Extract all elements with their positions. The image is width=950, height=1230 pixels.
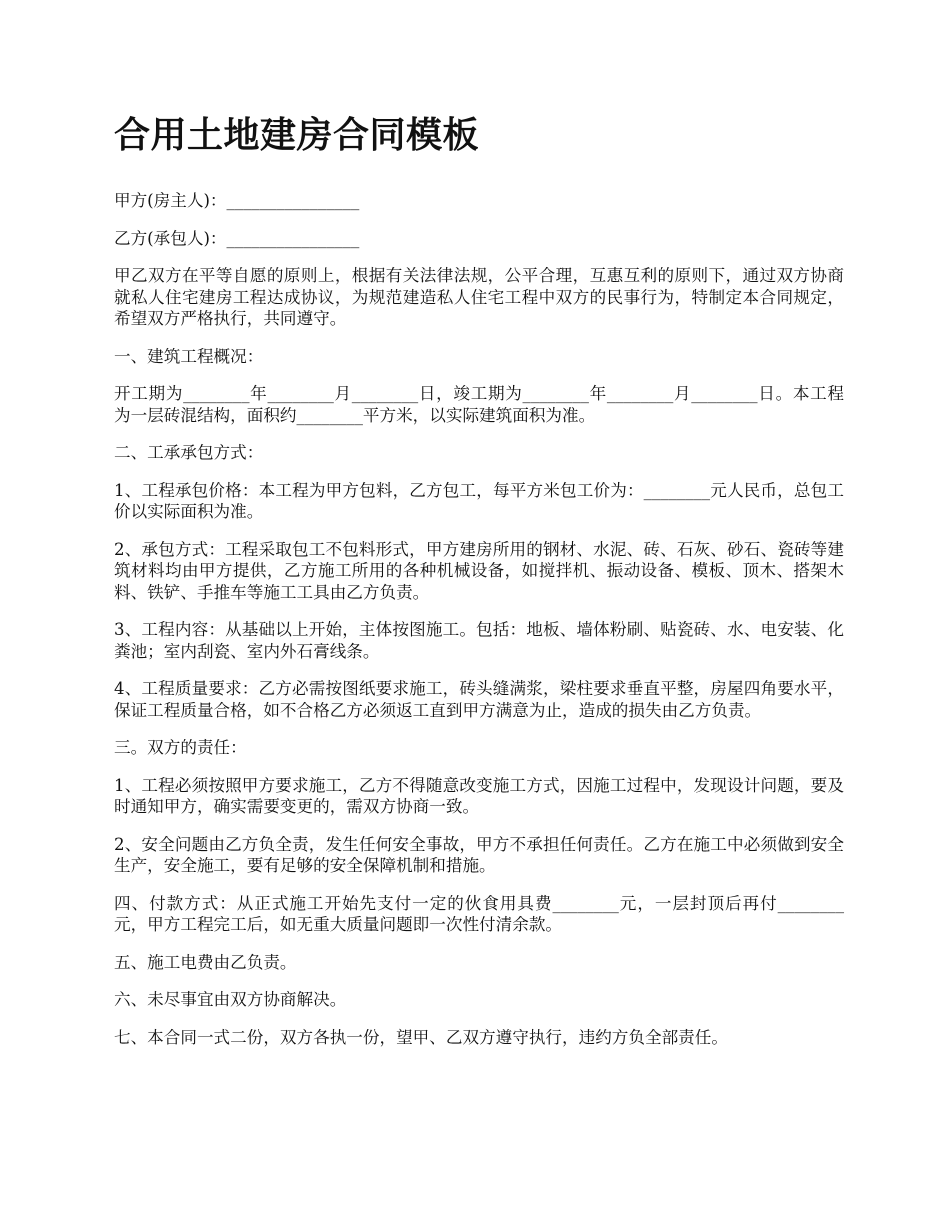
- clause-2-4: 4、工程质量要求：乙方必需按图纸要求施工，砖头缝满浆，梁柱要求垂直平整，房屋四角要水平，保证工程质量合格，如不合格乙方必须返工直到甲方满意为止，造成的损失由乙方负责。: [114, 679, 844, 720]
- document-page: [114, 110, 844, 1064]
- section-heading-3: 三。双方的责任：: [114, 738, 247, 757]
- preamble-paragraph: 甲乙双方在平等自愿的原则上，根据有关法律法规，公平合理，互惠互利的原则下，通过双方协商就私人住宅建房工程达成协议，为规范建造私人住宅工程中双方的民事行为，特制定本合同规定，希望双方严格执行，共同遵守。: [114, 266, 844, 328]
- party-a-line: 甲方(房主人)：________________: [114, 191, 360, 210]
- copies-paragraph: 七、本合同一式二份，双方各执一份，望甲、乙双方遵守执行，违约方负全部责任。: [114, 1027, 728, 1047]
- party-b-line: 乙方(承包人)：________________: [114, 228, 360, 248]
- document-title: 合用土地建房合同模板: [114, 114, 480, 156]
- unresolved-matters-paragraph: 六、未尽事宜由双方协商解决。: [114, 990, 347, 1009]
- clause-3-1: 1、工程必须按照甲方要求施工，乙方不得随意改变施工方式，因施工过程中，发现设计问题，要及时通知甲方，确实需要变更的，需双方协商一致。: [114, 775, 844, 816]
- schedule-paragraph: 开工期为________年________月________日，竣工期为________年________月________日。本工程为一层砖混结构，面积约________平方米，以实际建筑面积为准。: [114, 384, 844, 425]
- clause-2-1: 1、工程承包价格：本工程为甲方包料，乙方包工，每平方米包工价为：________元人民币，总包工价以实际面积为准。: [114, 480, 844, 521]
- clause-2-3: 3、工程内容：从基础以上开始，主体按图施工。包括：地板、墙体粉刷、贴瓷砖、水、电安装、化粪池；室内刮瓷、室内外石膏线条。: [114, 620, 844, 661]
- clause-2-2: 2、承包方式：工程采取包工不包料形式，甲方建房所用的钢材、水泥、砖、石灰、砂石、瓷砖等建筑材料均由甲方提供，乙方施工所用的各种机械设备，如搅拌机、振动设备、模板、顶木、搭架木料、铁铲、手推车等施工工具由乙方负责。: [114, 539, 844, 602]
- section-heading-2: 二、工承承包方式：: [114, 443, 264, 462]
- section-heading-1: 一、建筑工程概况：: [114, 346, 264, 366]
- electricity-paragraph: 五、施工电费由乙负责。: [114, 952, 297, 972]
- payment-paragraph: 四、付款方式：从正式施工开始先支付一定的伙食用具费________元，一层封顶后再付________元，甲方工程完工后，如无重大质量问题即一次性付清余款。: [114, 893, 844, 934]
- clause-3-2: 2、安全问题由乙方负全责，发生任何安全事故，甲方不承担任何责任。乙方在施工中必须做到安全生产，安全施工，要有足够的安全保障机制和措施。: [114, 834, 844, 875]
